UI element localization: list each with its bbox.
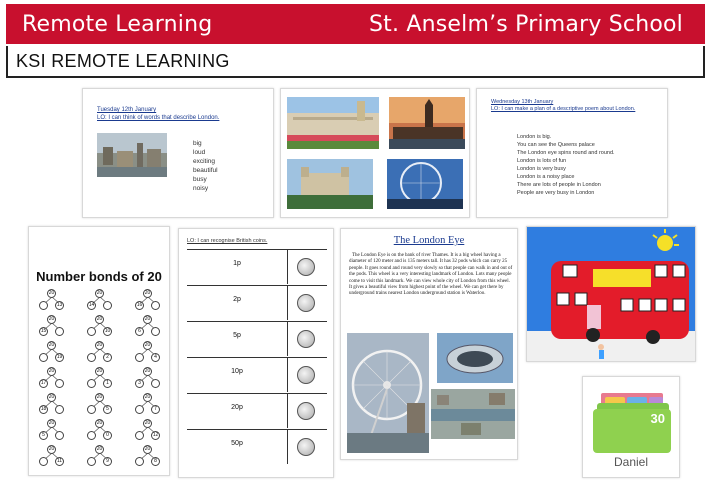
folder-count: 30 — [650, 411, 665, 426]
list-item: There are lots of people in London — [517, 182, 601, 188]
bond-part-left[interactable] — [135, 353, 144, 362]
card-poem-plan[interactable] — [476, 88, 668, 218]
list-item: big — [193, 140, 202, 147]
bond-part-right[interactable]: 8 — [151, 457, 160, 466]
bond-part-left[interactable] — [135, 405, 144, 414]
bond-part-right[interactable]: 10 — [104, 328, 111, 334]
table-row — [187, 429, 327, 463]
article-body: The London Eye is on the bank of river Thames. It is a big wheel having a diameter of 120 meter and is 135 meters tall. It has 32 pods which can carry 25 people. It goes round and round very slowly so that people can walk in and out of the pods. This wheel is a very interesting landmark of London. Lots many people come to visit this landmark. We can view whole city of London from this wheel. It gives a beautiful view from highest point of the wheel. We can get there by underground trains nearest London underground station is Waterloo. — [349, 253, 513, 297]
site-title: Remote Learning — [22, 11, 213, 37]
table-divider — [287, 250, 288, 284]
list-item: London is very busy — [517, 166, 566, 172]
bond-part-right[interactable]: 13 — [56, 302, 63, 308]
school-name: St. Anselm’s Primary School — [368, 11, 683, 37]
table-divider — [287, 286, 288, 320]
number-bond — [39, 367, 65, 389]
bond-whole: 20 — [144, 446, 151, 452]
bond-part-right[interactable]: 12 — [152, 432, 159, 438]
folder-name: Daniel — [613, 455, 649, 469]
coin-icon — [297, 366, 315, 384]
london-eye-pod-photo — [437, 333, 513, 383]
bond-whole: 20 — [144, 342, 151, 348]
bond-part-left[interactable]: 15 — [40, 328, 47, 334]
bond-part-right[interactable] — [151, 301, 160, 310]
card-describing-words[interactable] — [82, 88, 274, 218]
bond-part-right[interactable] — [55, 405, 64, 414]
bond-whole: 20 — [96, 342, 103, 348]
number-bond — [135, 393, 161, 415]
coin-icon — [297, 294, 315, 312]
table-divider — [287, 394, 288, 428]
bond-part-right[interactable]: 9 — [103, 457, 112, 466]
bond-part-right[interactable] — [103, 301, 112, 310]
bond-part-right[interactable] — [55, 379, 64, 388]
table-row — [187, 321, 327, 355]
bond-part-left[interactable]: 16 — [136, 302, 143, 308]
red-bus-drawing — [527, 227, 696, 362]
bond-part-left[interactable] — [39, 353, 48, 362]
list-item: beautiful — [193, 167, 218, 174]
bond-whole: 20 — [144, 420, 151, 426]
bond-part-left[interactable] — [87, 327, 96, 336]
list-item: loud — [193, 149, 206, 156]
folder-icon — [583, 383, 680, 463]
lesson-date: Wednesday 13th January — [491, 99, 554, 105]
bond-part-right[interactable]: 5 — [103, 405, 112, 414]
bond-part-right[interactable] — [55, 327, 64, 336]
bond-part-left[interactable] — [87, 405, 96, 414]
bond-part-right[interactable]: 2 — [103, 353, 112, 362]
bond-part-left[interactable]: 6 — [135, 327, 144, 336]
bond-whole: 20 — [96, 446, 103, 452]
number-bond — [135, 445, 161, 467]
bond-part-right[interactable]: 4 — [151, 353, 160, 362]
bond-whole: 20 — [48, 368, 55, 374]
number-bond — [39, 393, 65, 415]
number-bond — [135, 341, 161, 363]
card-folder-daniel[interactable] — [582, 376, 680, 478]
number-bond — [39, 445, 65, 467]
card-british-coins[interactable] — [178, 228, 334, 478]
coin-value: 5p — [233, 332, 241, 339]
big-ben-photo — [389, 97, 465, 149]
lesson-objective: LO: I can think of words that describe London. — [97, 115, 220, 121]
bond-part-left[interactable] — [135, 431, 144, 440]
card-london-eye-article[interactable] — [340, 228, 518, 460]
list-item: The London eye spins round and round. — [517, 150, 615, 156]
coin-icon — [297, 330, 315, 348]
bond-part-right[interactable]: 19 — [56, 354, 63, 360]
number-bond — [135, 289, 161, 311]
bond-part-right[interactable]: 1 — [103, 379, 112, 388]
bond-part-left[interactable] — [135, 457, 144, 466]
bond-whole: 20 — [48, 290, 55, 296]
bond-whole: 20 — [144, 394, 151, 400]
london-eye-wheel-photo — [347, 333, 429, 453]
bond-whole: 20 — [48, 420, 55, 426]
card-london-photos[interactable] — [280, 88, 470, 218]
lesson-objective: LO: I can recognise British coins. — [187, 238, 268, 244]
site-header-banner — [6, 4, 705, 44]
bond-whole: 20 — [96, 420, 103, 426]
bond-whole: 20 — [144, 290, 151, 296]
bond-part-right[interactable]: 7 — [151, 405, 160, 414]
coin-value: 2p — [233, 296, 241, 303]
lesson-date: Tuesday 12th January — [97, 107, 157, 113]
bond-whole: 20 — [48, 446, 55, 452]
card-number-bonds[interactable] — [28, 226, 170, 476]
london-eye-night-photo — [387, 159, 463, 209]
number-bond — [135, 419, 161, 441]
bond-part-left[interactable]: 17 — [40, 380, 47, 386]
london-aerial-photo — [431, 389, 515, 439]
poem-lines-list — [517, 133, 615, 197]
table-row — [187, 357, 327, 391]
list-item: busy — [193, 176, 207, 183]
bond-whole: 20 — [96, 316, 103, 322]
coin-value: 50p — [231, 440, 243, 447]
bond-part-left[interactable]: 3 — [135, 379, 144, 388]
bond-part-right[interactable] — [151, 327, 160, 336]
table-divider — [287, 358, 288, 392]
list-item: noisy — [193, 185, 209, 192]
bond-part-left[interactable] — [87, 353, 96, 362]
bond-part-left[interactable] — [39, 301, 48, 310]
number-bond — [87, 341, 113, 363]
coin-icon — [297, 258, 315, 276]
london-skyline-photo — [97, 133, 167, 177]
list-item: exciting — [193, 158, 216, 165]
tower-of-london-photo — [287, 159, 373, 209]
number-bond — [39, 289, 65, 311]
bond-part-left[interactable] — [87, 379, 96, 388]
table-divider — [287, 430, 288, 464]
bond-whole: 20 — [48, 394, 55, 400]
list-item: London is lots of fun — [517, 158, 567, 164]
bond-part-left[interactable] — [87, 431, 96, 440]
bond-whole: 20 — [96, 394, 103, 400]
bond-part-left[interactable] — [87, 457, 96, 466]
bond-whole: 20 — [96, 368, 103, 374]
table-row — [187, 249, 327, 283]
number-bond — [39, 341, 65, 363]
list-item: You can see the Queens palace — [517, 142, 595, 148]
describing-words-list — [193, 139, 218, 193]
number-bond — [135, 367, 161, 389]
coin-icon — [297, 438, 315, 456]
coin-value: 10p — [231, 368, 243, 375]
number-bond — [87, 393, 113, 415]
page-subtitle-bar — [6, 46, 705, 78]
bond-part-left[interactable]: 18 — [40, 406, 47, 412]
bond-part-left[interactable]: 5 — [39, 431, 48, 440]
table-row — [187, 285, 327, 319]
table-row — [187, 393, 327, 427]
card-bus-drawing[interactable] — [526, 226, 696, 362]
bond-part-left[interactable] — [39, 457, 48, 466]
number-bond — [87, 367, 113, 389]
bond-part-left[interactable]: 14 — [88, 302, 95, 308]
article-title: The London Eye — [393, 235, 465, 246]
number-bond — [87, 445, 113, 467]
bond-whole: 20 — [96, 290, 103, 296]
list-item: London is a noisy place — [517, 174, 575, 180]
number-bonds-title: Number bonds of 20 — [36, 269, 162, 284]
number-bond — [135, 315, 161, 337]
bond-part-right[interactable] — [55, 431, 64, 440]
bond-whole: 20 — [48, 316, 55, 322]
lesson-objective: LO: I can make a plan of a descriptive poem about London. — [491, 106, 636, 112]
coin-value: 1p — [233, 260, 241, 267]
bond-whole: 20 — [144, 368, 151, 374]
bond-whole: 20 — [144, 316, 151, 322]
coin-icon — [297, 402, 315, 420]
page-subtitle: KSI REMOTE LEARNING — [16, 50, 230, 71]
bond-part-right[interactable]: 0 — [103, 431, 112, 440]
list-item: London is big. — [517, 134, 552, 140]
number-bond — [87, 419, 113, 441]
bond-part-right[interactable] — [151, 379, 160, 388]
table-divider — [287, 322, 288, 356]
number-bond — [39, 315, 65, 337]
list-item: People are very busy in London — [517, 190, 595, 196]
number-bond — [87, 315, 113, 337]
buckingham-palace-photo — [287, 97, 379, 149]
bond-part-right[interactable]: 11 — [56, 458, 63, 464]
number-bond — [39, 419, 65, 441]
number-bond — [87, 289, 113, 311]
bond-whole: 20 — [48, 342, 55, 348]
coin-value: 20p — [231, 404, 243, 411]
